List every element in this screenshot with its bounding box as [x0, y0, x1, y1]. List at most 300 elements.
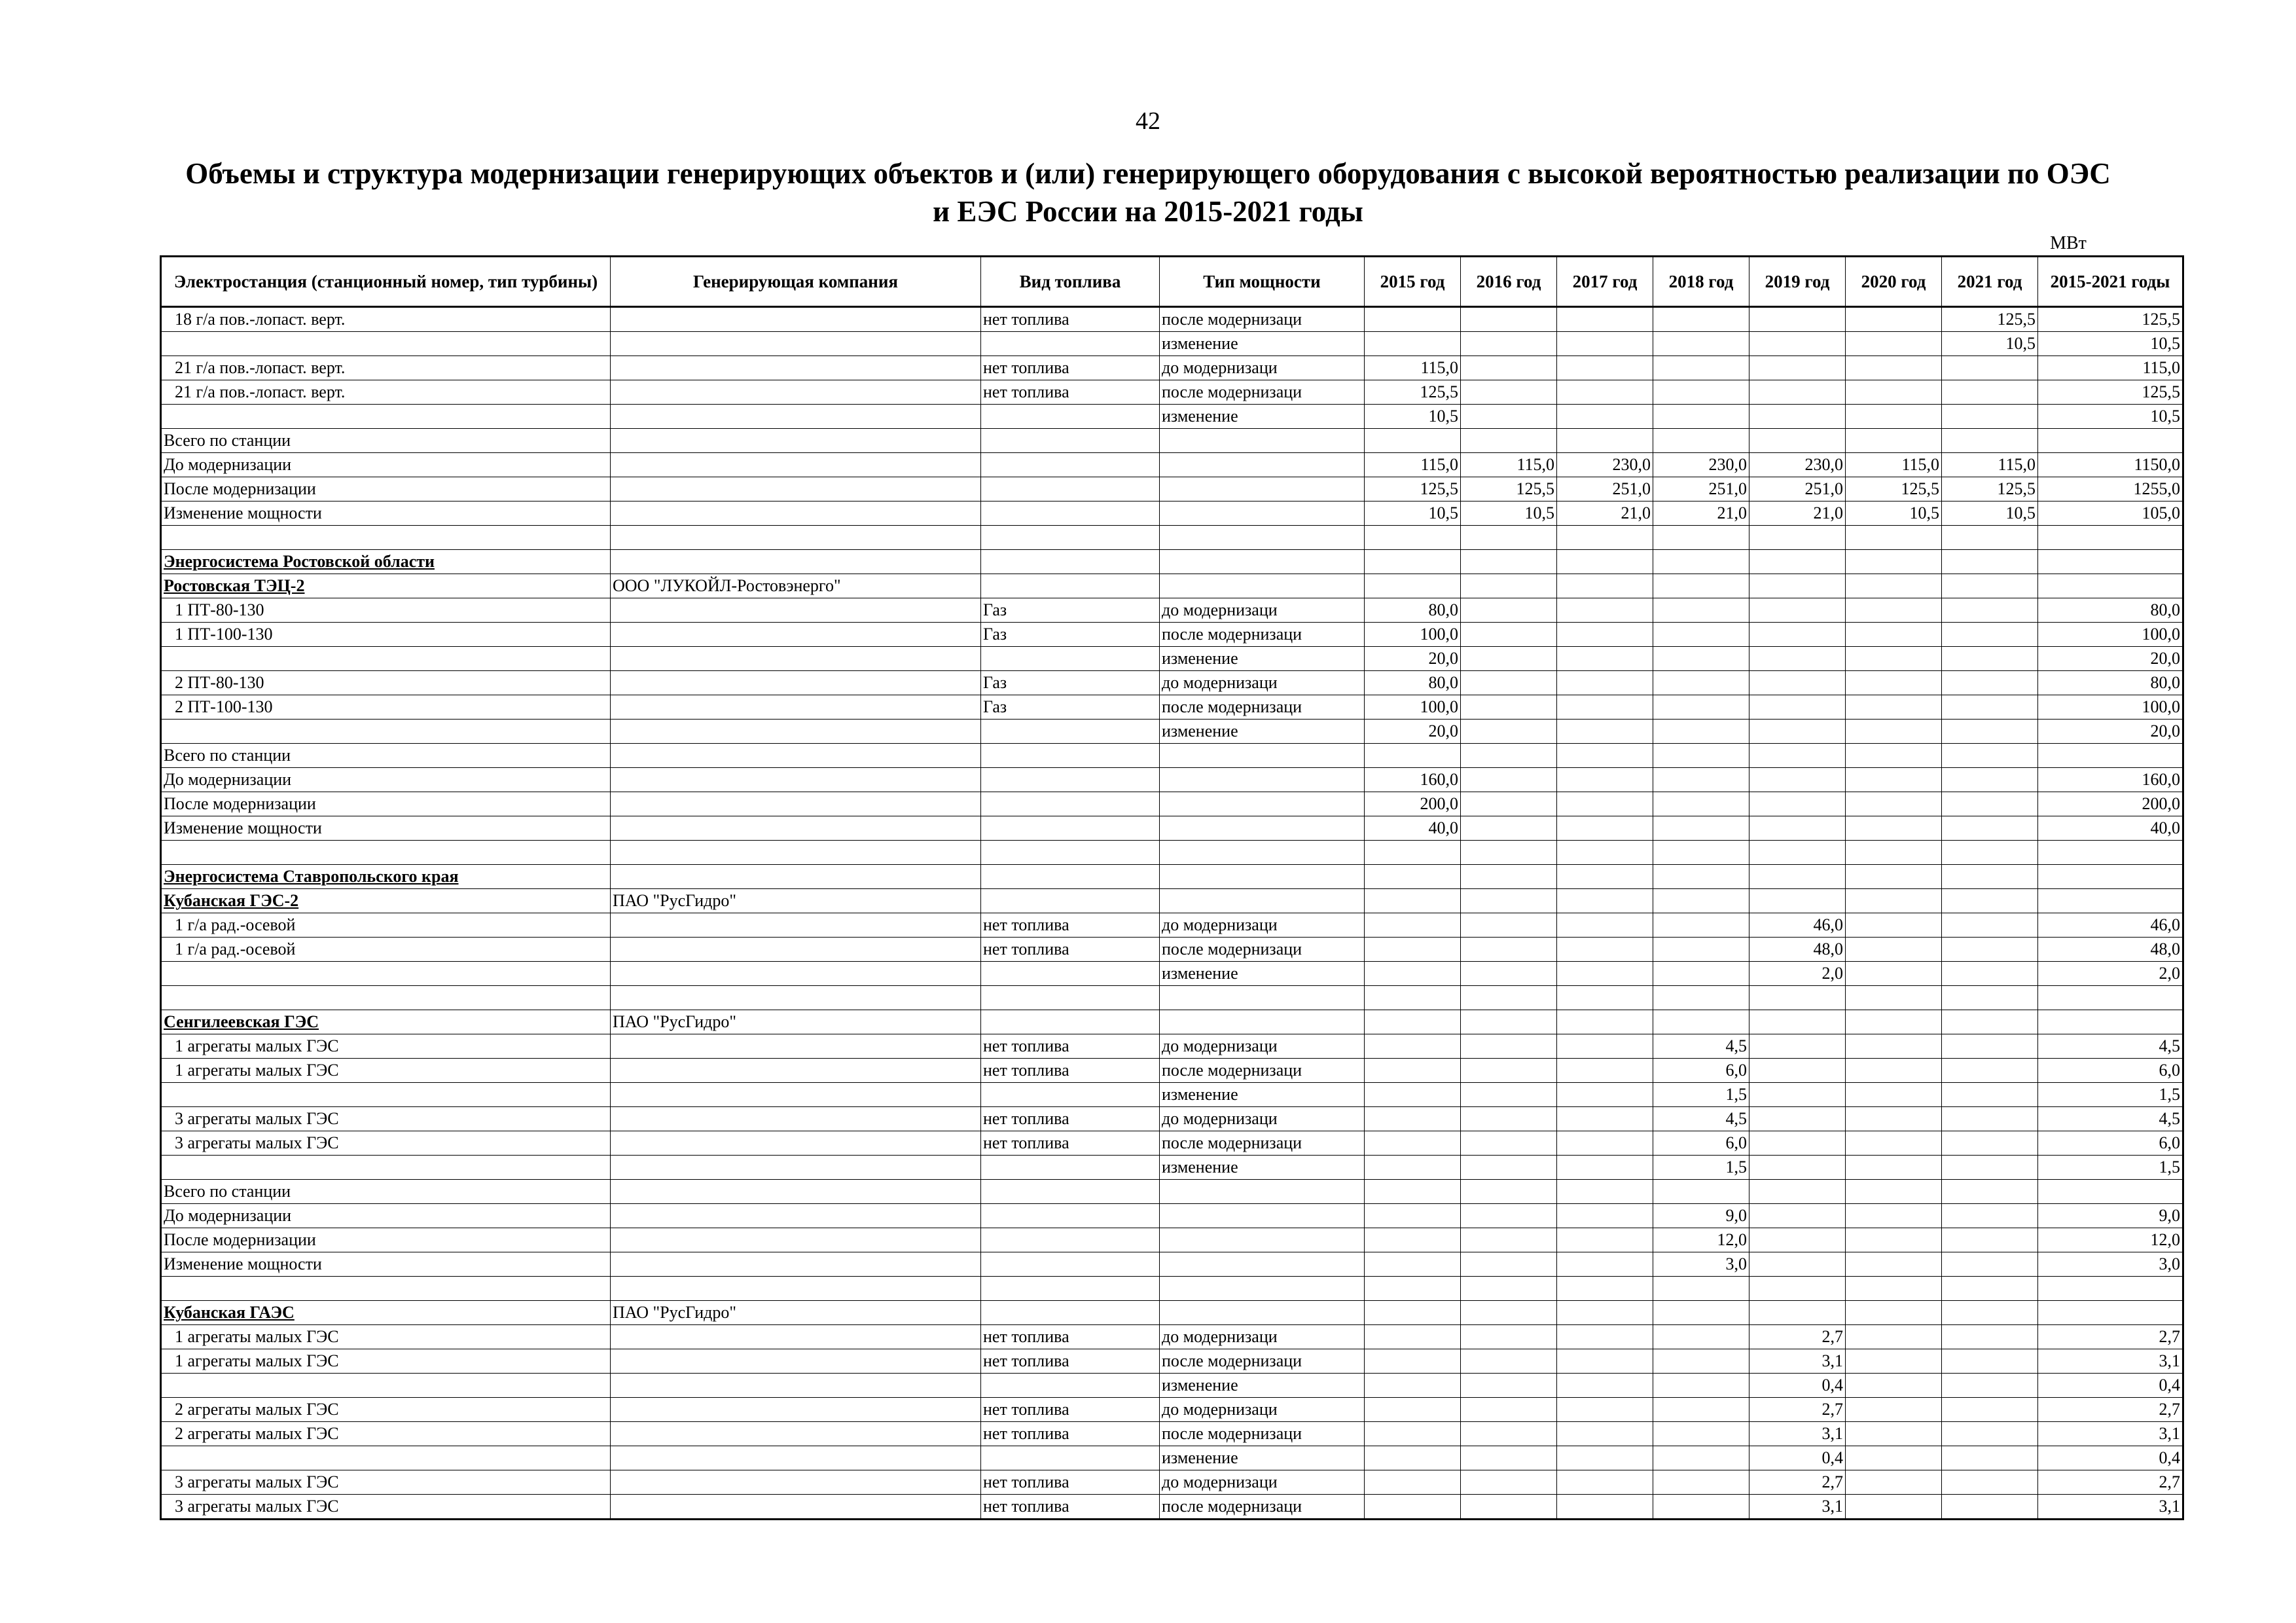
cell-y2016	[1461, 792, 1557, 816]
header-2017: 2017 год	[1557, 257, 1653, 307]
cell-total	[2038, 889, 2183, 913]
cell-y2017	[1557, 671, 1653, 695]
cell-y2021	[1942, 647, 2038, 671]
cell-station: 1 ПТ-80-130	[161, 598, 611, 623]
cell-fuel	[981, 1204, 1160, 1228]
cell-y2018	[1653, 841, 1749, 865]
cell-y2016	[1461, 526, 1557, 550]
cell-total: 9,0	[2038, 1204, 2183, 1228]
cell-y2016	[1461, 744, 1557, 768]
cell-station	[161, 1277, 611, 1301]
cell-capacity-type	[1160, 550, 1365, 574]
cell-capacity-type: до модернизаци	[1160, 1398, 1365, 1422]
cell-company	[611, 307, 981, 332]
cell-y2018: 9,0	[1653, 1204, 1749, 1228]
cell-y2020	[1846, 865, 1942, 889]
cell-capacity-type: после модернизаци	[1160, 1349, 1365, 1374]
cell-y2021	[1942, 720, 2038, 744]
cell-company	[611, 1398, 981, 1422]
cell-y2017	[1557, 623, 1653, 647]
cell-y2017	[1557, 332, 1653, 356]
header-2018: 2018 год	[1653, 257, 1749, 307]
cell-station	[161, 841, 611, 865]
cell-y2017	[1557, 1228, 1653, 1252]
cell-y2018: 12,0	[1653, 1228, 1749, 1252]
cell-y2017: 21,0	[1557, 501, 1653, 526]
page-title	[131, 155, 2165, 230]
cell-fuel: нет топлива	[981, 307, 1160, 332]
cell-y2020	[1846, 1422, 1942, 1446]
cell-y2018	[1653, 526, 1749, 550]
cell-y2015	[1365, 1398, 1461, 1422]
cell-capacity-type: изменение	[1160, 332, 1365, 356]
cell-y2019	[1749, 1277, 1846, 1301]
cell-fuel	[981, 1446, 1160, 1470]
cell-y2021	[1942, 1107, 2038, 1131]
cell-y2015	[1365, 962, 1461, 986]
table-row	[161, 356, 2183, 380]
cell-fuel: нет топлива	[981, 938, 1160, 962]
cell-y2021	[1942, 792, 2038, 816]
table-row	[161, 841, 2183, 865]
cell-fuel: Газ	[981, 598, 1160, 623]
cell-y2018	[1653, 1180, 1749, 1204]
cell-station: Изменение мощности	[161, 1252, 611, 1277]
cell-total	[2038, 1301, 2183, 1325]
cell-station: Всего по станции	[161, 429, 611, 453]
cell-total: 3,0	[2038, 1252, 2183, 1277]
cell-company: ПАО "РусГидро"	[611, 889, 981, 913]
cell-capacity-type: после модернизаци	[1160, 1131, 1365, 1156]
cell-company	[611, 1228, 981, 1252]
cell-company	[611, 1495, 981, 1520]
cell-fuel	[981, 1301, 1160, 1325]
cell-station: Энергосистема Ставропольского края	[161, 865, 611, 889]
cell-fuel: нет топлива	[981, 380, 1160, 405]
cell-capacity-type	[1160, 1010, 1365, 1034]
cell-station: 1 агрегаты малых ГЭС	[161, 1059, 611, 1083]
cell-y2018	[1653, 429, 1749, 453]
cell-capacity-type	[1160, 453, 1365, 477]
table-row	[161, 1349, 2183, 1374]
cell-station: Всего по станции	[161, 744, 611, 768]
cell-y2017	[1557, 550, 1653, 574]
table-row	[161, 671, 2183, 695]
title-line-1: Объемы и структура модернизации генерирующих объектов и (или) генерирующего оборудования с высокой вероятностью реализации по ОЭС	[185, 157, 2111, 190]
table-row	[161, 1374, 2183, 1398]
cell-station: 21 г/а пов.-лопаст. верт.	[161, 356, 611, 380]
cell-y2021	[1942, 1422, 2038, 1446]
cell-station: 1 г/а рад.-осевой	[161, 938, 611, 962]
cell-total: 3,1	[2038, 1422, 2183, 1446]
cell-y2016	[1461, 816, 1557, 841]
cell-y2018	[1653, 1277, 1749, 1301]
table-row	[161, 477, 2183, 501]
cell-capacity-type	[1160, 574, 1365, 598]
cell-y2016	[1461, 1349, 1557, 1374]
cell-capacity-type: до модернизаци	[1160, 1325, 1365, 1349]
cell-station: Кубанская ГЭС-2	[161, 889, 611, 913]
cell-y2015	[1365, 841, 1461, 865]
cell-total: 40,0	[2038, 816, 2183, 841]
cell-y2021	[1942, 1083, 2038, 1107]
cell-y2017	[1557, 1131, 1653, 1156]
table-row	[161, 744, 2183, 768]
cell-y2020	[1846, 720, 1942, 744]
cell-company	[611, 526, 981, 550]
cell-capacity-type: изменение	[1160, 1156, 1365, 1180]
cell-y2016	[1461, 1398, 1557, 1422]
cell-y2020	[1846, 647, 1942, 671]
cell-station: После модернизации	[161, 1228, 611, 1252]
cell-y2021	[1942, 1204, 2038, 1228]
table-row	[161, 1495, 2183, 1520]
cell-y2019	[1749, 598, 1846, 623]
cell-y2017	[1557, 938, 1653, 962]
cell-y2017	[1557, 720, 1653, 744]
cell-y2016	[1461, 962, 1557, 986]
cell-total: 115,0	[2038, 356, 2183, 380]
cell-capacity-type: до модернизаци	[1160, 913, 1365, 938]
cell-total	[2038, 1010, 2183, 1034]
cell-fuel	[981, 1228, 1160, 1252]
cell-fuel	[981, 841, 1160, 865]
cell-fuel	[981, 962, 1160, 986]
cell-y2018: 3,0	[1653, 1252, 1749, 1277]
cell-y2020	[1846, 841, 1942, 865]
cell-y2020	[1846, 1204, 1942, 1228]
table-row	[161, 1228, 2183, 1252]
cell-company	[611, 1131, 981, 1156]
cell-y2020	[1846, 744, 1942, 768]
cell-station	[161, 720, 611, 744]
cell-total: 20,0	[2038, 720, 2183, 744]
cell-station: До модернизации	[161, 1204, 611, 1228]
table-row	[161, 1083, 2183, 1107]
cell-total: 10,5	[2038, 405, 2183, 429]
cell-y2018	[1653, 1446, 1749, 1470]
table-row	[161, 501, 2183, 526]
cell-y2021	[1942, 550, 2038, 574]
cell-y2020	[1846, 792, 1942, 816]
cell-station	[161, 647, 611, 671]
cell-y2015	[1365, 1107, 1461, 1131]
cell-y2016	[1461, 380, 1557, 405]
cell-capacity-type	[1160, 501, 1365, 526]
cell-y2015: 10,5	[1365, 405, 1461, 429]
cell-y2019	[1749, 792, 1846, 816]
table-row	[161, 889, 2183, 913]
cell-y2020	[1846, 1301, 1942, 1325]
cell-y2019	[1749, 1252, 1846, 1277]
cell-capacity-type: после модернизаци	[1160, 623, 1365, 647]
cell-y2021	[1942, 623, 2038, 647]
cell-y2018	[1653, 1349, 1749, 1374]
table-row	[161, 647, 2183, 671]
cell-total: 6,0	[2038, 1131, 2183, 1156]
cell-y2018	[1653, 792, 1749, 816]
table-row	[161, 550, 2183, 574]
cell-capacity-type: до модернизаци	[1160, 598, 1365, 623]
cell-y2020	[1846, 938, 1942, 962]
cell-station	[161, 1083, 611, 1107]
cell-y2017	[1557, 647, 1653, 671]
table-row	[161, 429, 2183, 453]
header-2021: 2021 год	[1942, 257, 2038, 307]
cell-y2017	[1557, 1470, 1653, 1495]
cell-y2016: 115,0	[1461, 453, 1557, 477]
cell-y2021: 115,0	[1942, 453, 2038, 477]
cell-total: 6,0	[2038, 1059, 2183, 1083]
cell-total	[2038, 1277, 2183, 1301]
table-row	[161, 1325, 2183, 1349]
cell-company	[611, 647, 981, 671]
cell-y2017	[1557, 356, 1653, 380]
cell-y2019	[1749, 429, 1846, 453]
cell-capacity-type	[1160, 889, 1365, 913]
cell-y2019	[1749, 1034, 1846, 1059]
cell-capacity-type	[1160, 792, 1365, 816]
cell-y2020	[1846, 526, 1942, 550]
cell-company	[611, 356, 981, 380]
cell-total: 105,0	[2038, 501, 2183, 526]
cell-y2019	[1749, 1059, 1846, 1083]
cell-y2020	[1846, 1252, 1942, 1277]
cell-company	[611, 792, 981, 816]
cell-company	[611, 768, 981, 792]
cell-y2017	[1557, 574, 1653, 598]
cell-station: 1 ПТ-100-130	[161, 623, 611, 647]
cell-company	[611, 865, 981, 889]
cell-y2021	[1942, 1059, 2038, 1083]
cell-y2019: 48,0	[1749, 938, 1846, 962]
cell-y2017	[1557, 1301, 1653, 1325]
cell-y2016	[1461, 356, 1557, 380]
cell-y2021	[1942, 913, 2038, 938]
cell-y2018	[1653, 720, 1749, 744]
cell-y2019	[1749, 405, 1846, 429]
cell-y2018	[1653, 913, 1749, 938]
cell-station: 3 агрегаты малых ГЭС	[161, 1131, 611, 1156]
cell-y2018	[1653, 332, 1749, 356]
cell-y2019: 3,1	[1749, 1422, 1846, 1446]
cell-capacity-type: изменение	[1160, 1446, 1365, 1470]
cell-y2019	[1749, 986, 1846, 1010]
cell-capacity-type: до модернизаци	[1160, 1107, 1365, 1131]
cell-y2020	[1846, 1325, 1942, 1349]
cell-fuel	[981, 647, 1160, 671]
cell-y2017	[1557, 816, 1653, 841]
cell-y2021	[1942, 1252, 2038, 1277]
cell-y2015	[1365, 1325, 1461, 1349]
cell-company	[611, 1204, 981, 1228]
cell-y2017	[1557, 1422, 1653, 1446]
cell-company	[611, 938, 981, 962]
cell-total: 1,5	[2038, 1156, 2183, 1180]
cell-y2017	[1557, 695, 1653, 720]
cell-y2016	[1461, 307, 1557, 332]
cell-y2020	[1846, 889, 1942, 913]
cell-company	[611, 332, 981, 356]
cell-y2018	[1653, 550, 1749, 574]
cell-y2021	[1942, 598, 2038, 623]
cell-y2019: 0,4	[1749, 1446, 1846, 1470]
cell-y2015: 160,0	[1365, 768, 1461, 792]
cell-fuel	[981, 550, 1160, 574]
cell-y2015: 20,0	[1365, 720, 1461, 744]
cell-total: 2,7	[2038, 1470, 2183, 1495]
table-row	[161, 1398, 2183, 1422]
cell-y2015	[1365, 1010, 1461, 1034]
cell-y2021	[1942, 380, 2038, 405]
table-row	[161, 332, 2183, 356]
cell-y2017	[1557, 962, 1653, 986]
cell-y2015	[1365, 1204, 1461, 1228]
cell-y2019	[1749, 1180, 1846, 1204]
cell-station	[161, 1446, 611, 1470]
cell-y2017	[1557, 1204, 1653, 1228]
cell-capacity-type	[1160, 816, 1365, 841]
cell-y2017	[1557, 1252, 1653, 1277]
cell-capacity-type: изменение	[1160, 1374, 1365, 1398]
cell-y2020	[1846, 574, 1942, 598]
cell-capacity-type: изменение	[1160, 962, 1365, 986]
cell-total	[2038, 550, 2183, 574]
cell-company: ООО "ЛУКОЙЛ-Ростовэнерго"	[611, 574, 981, 598]
cell-fuel: нет топлива	[981, 356, 1160, 380]
cell-y2016	[1461, 1059, 1557, 1083]
cell-y2016	[1461, 332, 1557, 356]
cell-company	[611, 1470, 981, 1495]
header-2015: 2015 год	[1365, 257, 1461, 307]
cell-y2016	[1461, 405, 1557, 429]
cell-fuel	[981, 1156, 1160, 1180]
cell-capacity-type: изменение	[1160, 405, 1365, 429]
cell-y2017	[1557, 1349, 1653, 1374]
cell-y2020	[1846, 1374, 1942, 1398]
unit-label: МВт	[2050, 233, 2087, 253]
cell-station	[161, 1374, 611, 1398]
table-row	[161, 574, 2183, 598]
cell-y2019: 3,1	[1749, 1495, 1846, 1520]
table-row	[161, 792, 2183, 816]
cell-y2019: 0,4	[1749, 1374, 1846, 1398]
cell-capacity-type: после модернизаци	[1160, 307, 1365, 332]
cell-y2019	[1749, 768, 1846, 792]
cell-y2018: 251,0	[1653, 477, 1749, 501]
table-row	[161, 1131, 2183, 1156]
cell-total: 1255,0	[2038, 477, 2183, 501]
cell-y2018	[1653, 1398, 1749, 1422]
cell-y2016	[1461, 1010, 1557, 1034]
cell-y2016	[1461, 1325, 1557, 1349]
cell-y2015: 100,0	[1365, 623, 1461, 647]
cell-y2016	[1461, 1495, 1557, 1520]
cell-y2015	[1365, 1228, 1461, 1252]
cell-y2016	[1461, 720, 1557, 744]
cell-y2018: 6,0	[1653, 1059, 1749, 1083]
table-row	[161, 623, 2183, 647]
cell-y2019	[1749, 816, 1846, 841]
cell-fuel: нет топлива	[981, 1470, 1160, 1495]
cell-y2020	[1846, 1277, 1942, 1301]
cell-capacity-type: изменение	[1160, 1083, 1365, 1107]
cell-y2020	[1846, 598, 1942, 623]
cell-y2016	[1461, 865, 1557, 889]
cell-station: 1 г/а рад.-осевой	[161, 913, 611, 938]
cell-y2016	[1461, 1083, 1557, 1107]
cell-y2015: 40,0	[1365, 816, 1461, 841]
cell-y2019	[1749, 356, 1846, 380]
cell-y2021	[1942, 1470, 2038, 1495]
cell-y2016	[1461, 1034, 1557, 1059]
header-2016: 2016 год	[1461, 257, 1557, 307]
cell-y2021	[1942, 744, 2038, 768]
cell-station: После модернизации	[161, 477, 611, 501]
cell-total	[2038, 986, 2183, 1010]
cell-capacity-type	[1160, 744, 1365, 768]
cell-total: 46,0	[2038, 913, 2183, 938]
cell-station: 21 г/а пов.-лопаст. верт.	[161, 380, 611, 405]
cell-y2021	[1942, 841, 2038, 865]
cell-capacity-type	[1160, 768, 1365, 792]
cell-y2020	[1846, 1034, 1942, 1059]
cell-y2018	[1653, 405, 1749, 429]
table-row	[161, 1156, 2183, 1180]
cell-y2017	[1557, 598, 1653, 623]
cell-company	[611, 695, 981, 720]
header-company: Генерирующая компания	[611, 257, 981, 307]
modernization-table	[160, 255, 2184, 1520]
cell-station	[161, 332, 611, 356]
cell-capacity-type	[1160, 477, 1365, 501]
cell-station: 2 ПТ-80-130	[161, 671, 611, 695]
cell-total: 48,0	[2038, 938, 2183, 962]
cell-capacity-type	[1160, 526, 1365, 550]
cell-fuel: нет топлива	[981, 1059, 1160, 1083]
cell-fuel	[981, 1252, 1160, 1277]
cell-y2018	[1653, 671, 1749, 695]
cell-total	[2038, 841, 2183, 865]
cell-y2021	[1942, 356, 2038, 380]
cell-y2019: 230,0	[1749, 453, 1846, 477]
cell-fuel	[981, 768, 1160, 792]
cell-y2017	[1557, 1107, 1653, 1131]
cell-y2015: 80,0	[1365, 671, 1461, 695]
cell-y2017	[1557, 1083, 1653, 1107]
cell-y2015: 20,0	[1365, 647, 1461, 671]
cell-station: 1 агрегаты малых ГЭС	[161, 1349, 611, 1374]
table-row	[161, 380, 2183, 405]
cell-y2021	[1942, 526, 2038, 550]
cell-total: 3,1	[2038, 1349, 2183, 1374]
cell-company	[611, 1059, 981, 1083]
cell-station: Изменение мощности	[161, 501, 611, 526]
cell-station: 2 агрегаты малых ГЭС	[161, 1398, 611, 1422]
cell-capacity-type: после модернизаци	[1160, 938, 1365, 962]
cell-y2021	[1942, 816, 2038, 841]
cell-fuel: нет топлива	[981, 1422, 1160, 1446]
cell-y2017	[1557, 526, 1653, 550]
cell-y2020	[1846, 913, 1942, 938]
cell-y2017	[1557, 1325, 1653, 1349]
cell-y2017	[1557, 768, 1653, 792]
cell-company	[611, 1446, 981, 1470]
cell-y2019	[1749, 1107, 1846, 1131]
cell-fuel	[981, 1083, 1160, 1107]
cell-total: 0,4	[2038, 1446, 2183, 1470]
cell-total	[2038, 574, 2183, 598]
